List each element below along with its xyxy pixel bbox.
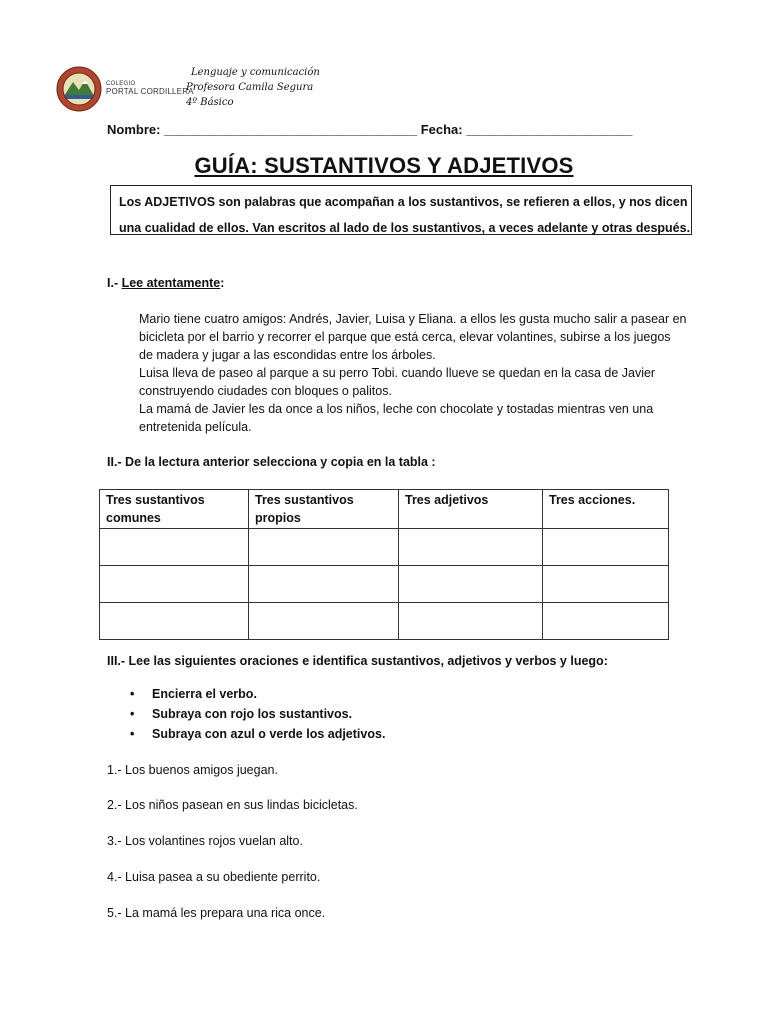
- table-cell[interactable]: [543, 529, 669, 566]
- list-item: [128, 724, 385, 744]
- instruction-list: [128, 684, 385, 744]
- sentence-3: 3.- Los volantines rojos vuelan alto.: [107, 834, 303, 848]
- bullet-icon: •: [130, 687, 135, 701]
- table-row: [100, 529, 669, 566]
- table-cell[interactable]: [100, 566, 249, 603]
- table-cell[interactable]: [249, 566, 399, 603]
- reading-text: [107, 310, 687, 436]
- table-cell[interactable]: [543, 603, 669, 640]
- reading-paragraph: Luisa lleva de paseo al parque a su perro Tobi. cuando llueve se quedan en la casa de Javier construyendo ciudades con bloques o palitos.: [139, 366, 656, 398]
- section-1-number: I.-: [107, 276, 122, 290]
- table-cell[interactable]: [543, 566, 669, 603]
- table-cell[interactable]: [249, 603, 399, 640]
- reading-paragraph: La mamá de Javier les da once a los niños, leche con chocolate y tostadas mientras ven una entretenida película.: [139, 402, 654, 434]
- reading-paragraph: Mario tiene cuatro amigos: Andrés, Javier, Luisa y Eliana. a ellos les gusta mucho salir a pasear en bicicleta por el barrio y recorrer el parque que está cerca, elevar volantines, subirse a los juegos de madera y jugar a las escondidas entre los árboles.: [139, 312, 687, 362]
- section-1-label: Lee atentamente: [121, 276, 221, 290]
- table-cell[interactable]: [399, 566, 543, 603]
- instruction-text: Subraya con azul o verde los adjetivos.: [152, 727, 386, 741]
- sentence-5: 5.- La mamá les prepara una rica once.: [107, 906, 326, 920]
- list-item: [128, 684, 385, 704]
- table-row: [100, 566, 669, 603]
- table-header-adjectives: Tres adjetivos: [399, 490, 543, 529]
- school-logo: [56, 66, 102, 112]
- grade-label: 4º Básico: [186, 97, 234, 108]
- table-header-proper-nouns: Tres sustantivos propios: [249, 490, 399, 529]
- definition-box: [110, 185, 692, 235]
- teacher-label: Profesora Camila Segura: [186, 82, 314, 93]
- list-item: [128, 704, 385, 724]
- sentence-4: 4.- Luisa pasea a su obediente perrito.: [107, 870, 321, 884]
- instruction-text: Subraya con rojo los sustantivos.: [152, 707, 353, 721]
- table-header-row: [100, 490, 669, 529]
- school-name: [106, 81, 194, 95]
- section-3-heading: III.- Lee las siguientes oraciones e identifica sustantivos, adjetivos y verbos y luego:: [107, 654, 608, 668]
- definition-line-1: Los ADJETIVOS son palabras que acompañan a los sustantivos, se refieren a ellos, y nos dicen: [119, 195, 688, 209]
- section-1-heading: [107, 276, 224, 290]
- table-cell[interactable]: [249, 529, 399, 566]
- table-row: [100, 603, 669, 640]
- table-cell[interactable]: [399, 529, 543, 566]
- page-title: GUÍA: SUSTANTIVOS Y ADJETIVOS: [194, 153, 574, 178]
- table-cell[interactable]: [399, 603, 543, 640]
- definition-line-2: una cualidad de ellos. Van escritos al lado de los sustantivos, a veces adelante y otras después.: [119, 221, 691, 235]
- instruction-text: Encierra el verbo.: [152, 687, 257, 701]
- school-label-name: PORTAL CORDILLERA: [106, 87, 194, 96]
- table-header-actions: Tres acciones.: [543, 490, 669, 529]
- subject-label: Lenguaje y comunicación: [191, 67, 320, 78]
- school-label-small: COLEGIO: [106, 81, 136, 87]
- section-1-colon: :: [220, 276, 225, 290]
- sentence-2: 2.- Los niños pasean en sus lindas bicicletas.: [107, 798, 358, 812]
- table-header-common-nouns: Tres sustantivos comunes: [100, 490, 249, 529]
- section-2-heading: II.- De la lectura anterior selecciona y copia en la tabla :: [107, 455, 436, 469]
- sentence-1: 1.- Los buenos amigos juegan.: [107, 763, 278, 777]
- header-info: [186, 65, 320, 110]
- table-cell[interactable]: [100, 529, 249, 566]
- bullet-icon: •: [130, 727, 135, 741]
- name-date-line: Nombre: ___________________________________ Fecha: _______________________: [107, 122, 633, 137]
- bullet-icon: •: [130, 707, 135, 721]
- answer-table: [99, 489, 669, 640]
- table-cell[interactable]: [100, 603, 249, 640]
